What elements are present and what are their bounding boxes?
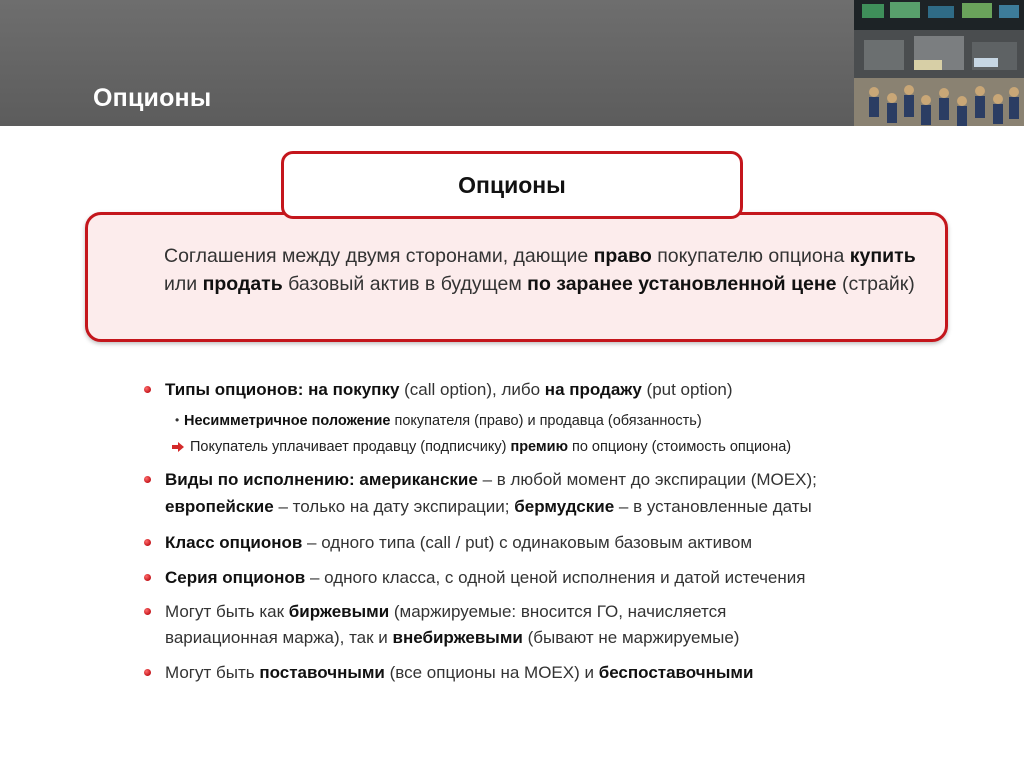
red-bullet-icon	[144, 669, 151, 676]
topic-title-box	[281, 151, 743, 219]
trading-floor-photo	[854, 0, 1024, 126]
text: (put option)	[641, 380, 733, 399]
bold-text: Виды по исполнению: американские	[165, 470, 478, 489]
text: (маржируемые: вносится ГО, начисляется	[389, 602, 727, 621]
bold-text: купить	[849, 245, 916, 267]
sub-bullet-text	[190, 437, 791, 457]
sub-bullet-dot-icon: •	[175, 413, 180, 427]
text: – в любой момент до экспирации (MOEX);	[477, 470, 817, 489]
bold-text: Типы опционов: на покупку	[165, 380, 400, 399]
text: – одного типа (call / put) с одинаковым базовым активом	[302, 533, 753, 552]
bold-text: на продажу	[544, 380, 642, 399]
bold-text: биржевыми	[288, 602, 390, 621]
bullet-line	[165, 377, 733, 402]
bold-text: Серия опционов	[165, 568, 306, 587]
bold-text: беспоставочными	[598, 663, 754, 682]
bullet-line	[165, 494, 812, 519]
page-title: Опционы	[93, 84, 212, 112]
sub-bullet-text	[184, 411, 702, 431]
text: по опциону (стоимость опциона)	[567, 439, 792, 455]
bullet-line	[165, 467, 817, 492]
red-arrow-icon	[172, 442, 184, 452]
red-bullet-icon	[144, 574, 151, 581]
text: – только на дату экспирации;	[273, 497, 515, 516]
definition-text	[164, 242, 924, 298]
text: Соглашения между двумя сторонами, дающие	[164, 245, 594, 267]
text: – в установленные даты	[614, 497, 812, 516]
text: или	[164, 273, 203, 295]
bold-text: продать	[202, 273, 283, 295]
bold-text: европейские	[165, 497, 274, 516]
topic-title: Опционы	[458, 171, 566, 198]
text: покупателя (право) и продавца (обязанность)	[390, 413, 702, 429]
bullet-line	[165, 625, 739, 650]
bold-text: бермудские	[514, 497, 615, 516]
text: (все опционы на MOEX) и	[384, 663, 599, 682]
bold-text: право	[593, 245, 652, 267]
bold-text: Несимметричное положение	[184, 413, 391, 429]
red-bullet-icon	[144, 476, 151, 483]
text: (страйк)	[836, 273, 915, 295]
bullet-line	[165, 599, 726, 624]
bullet-line	[165, 530, 752, 555]
text: базовый актив в будущем	[282, 273, 528, 295]
text: – одного класса, с одной ценой исполнения и датой истечения	[305, 568, 806, 587]
bullet-line	[165, 565, 805, 590]
text: Могут быть как	[165, 602, 289, 621]
red-bullet-icon	[144, 608, 151, 615]
bold-text: поставочными	[259, 663, 385, 682]
text: (call option), либо	[399, 380, 545, 399]
text: вариационная маржа), так и	[165, 628, 393, 647]
text: (бывают не маржируемые)	[522, 628, 740, 647]
text: покупателю опциона	[651, 245, 850, 267]
text: Могут быть	[165, 663, 260, 682]
red-bullet-icon	[144, 386, 151, 393]
definition-box	[85, 212, 948, 342]
bold-text: премию	[510, 439, 568, 455]
bold-text: внебиржевыми	[392, 628, 523, 647]
bold-text: по заранее установленной цене	[527, 273, 837, 295]
red-bullet-icon	[144, 539, 151, 546]
bullet-line	[165, 660, 753, 685]
slide-header	[0, 0, 1024, 126]
text: Покупатель уплачивает продавцу (подписчику)	[190, 439, 511, 455]
bold-text: Класс опционов	[165, 533, 303, 552]
